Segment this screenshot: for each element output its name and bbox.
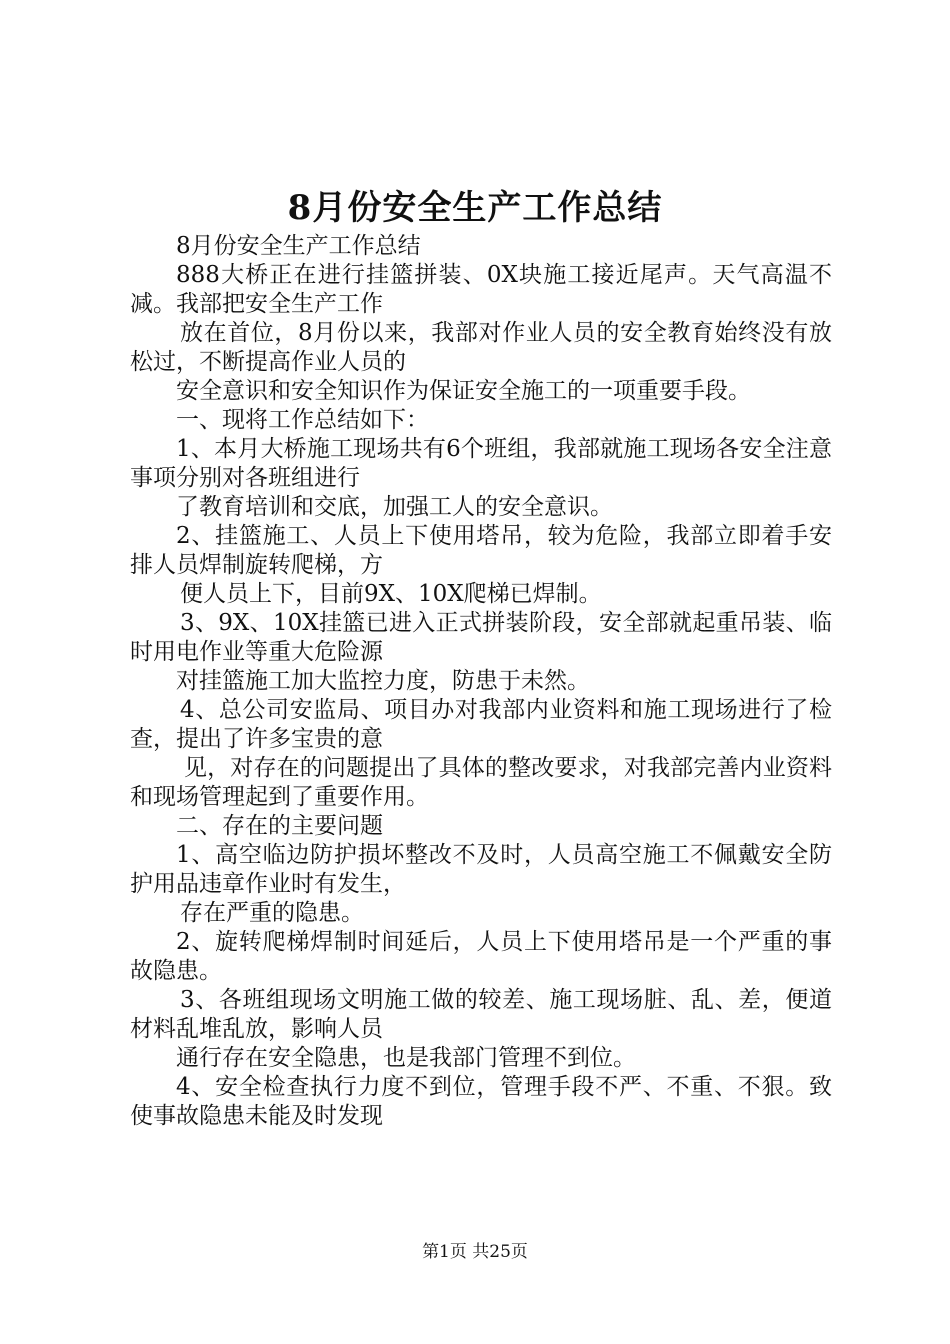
paragraph: 通行存在安全隐患，也是我部门管理不到位。 bbox=[176, 1045, 636, 1071]
paragraph: 2、旋转爬梯焊制时间延后，人员上下使用塔吊是一个严重的事故隐患。 bbox=[130, 929, 832, 984]
paragraph: 对挂篮施工加大监控力度，防患于未然。 bbox=[176, 668, 590, 694]
paragraph: 1、高空临边防护损坏整改不及时，人员高空施工不佩戴安全防护用品违章作业时有发生， bbox=[130, 842, 832, 897]
paragraph: 一、现将工作总结如下： bbox=[176, 407, 429, 433]
paragraph: 存在严重的隐患。 bbox=[180, 900, 364, 926]
paragraph: 8月份安全生产工作总结 bbox=[176, 233, 421, 259]
paragraph: 888大桥正在进行挂篮拼装、0X块施工接近尾声。天气高温不减。我部把安全生产工作 bbox=[130, 262, 832, 317]
page-footer: 第1页 共25页 bbox=[422, 1242, 528, 1262]
document-body bbox=[130, 232, 832, 1131]
paragraph: 见，对存在的问题提出了具体的整改要求，对我部完善内业资料和现场管理起到了重要作用。 bbox=[130, 755, 832, 810]
paragraph: 安全意识和安全知识作为保证安全施工的一项重要手段。 bbox=[176, 378, 751, 404]
paragraph: 3、9X、10X挂篮已进入正式拼装阶段，安全部就起重吊装、临时用电作业等重大危险源 bbox=[130, 610, 832, 665]
paragraph: 4、总公司安监局、项目办对我部内业资料和施工现场进行了检查，提出了许多宝贵的意 bbox=[130, 697, 832, 752]
paragraph: 便人员上下，目前9X、10X爬梯已焊制。 bbox=[180, 581, 602, 607]
paragraph: 2、挂篮施工、人员上下使用塔吊，较为危险，我部立即着手安排人员焊制旋转爬梯，方 bbox=[130, 523, 832, 578]
paragraph: 了教育培训和交底，加强工人的安全意识。 bbox=[176, 494, 613, 520]
paragraph: 1、本月大桥施工现场共有6个班组，我部就施工现场各安全注意事项分别对各班组进行 bbox=[130, 436, 832, 491]
paragraph: 3、各班组现场文明施工做的较差、施工现场脏、乱、差，便道材料乱堆乱放，影响人员 bbox=[130, 987, 832, 1042]
paragraph: 放在首位，8月份以来，我部对作业人员的安全教育始终没有放松过，不断提高作业人员的 bbox=[130, 320, 832, 375]
document-title: 8月份安全生产工作总结 bbox=[287, 188, 663, 228]
section-heading: 二、存在的主要问题 bbox=[176, 813, 383, 839]
paragraph: 4、安全检查执行力度不到位，管理手段不严、不重、不狠。致使事故隐患未能及时发现 bbox=[130, 1074, 832, 1129]
